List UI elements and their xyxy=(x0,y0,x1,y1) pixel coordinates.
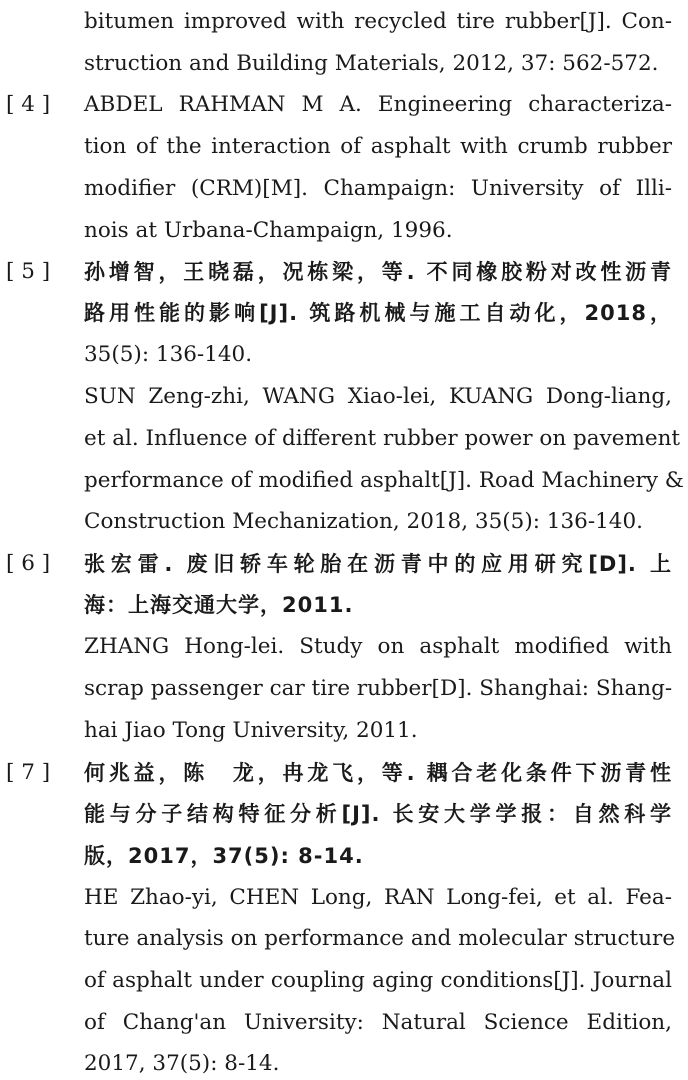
reference-line: of asphalt under coupling aging conditions[J]. Journal xyxy=(84,968,672,993)
reference-line: bitumen improved with recycled tire rubber[J]. Con- xyxy=(84,9,672,34)
reference-line: tion of the interaction of asphalt with crumb rubber xyxy=(84,134,672,159)
reference-number: [ 7 ] xyxy=(6,760,51,785)
reference-line: 路用性能的影响[J]. 筑路机械与施工自动化，2018， xyxy=(84,301,672,325)
reference-line: 张宏雷. 废旧轿车轮胎在沥青中的应用研究[D]. 上 xyxy=(84,552,672,576)
reference-line: modifier (CRM)[M]. Champaign: University of Illi- xyxy=(84,176,672,201)
reference-line: performance of modified asphalt[J]. Road Machinery & xyxy=(84,468,684,493)
reference-line: 能与分子结构特征分析[J]. 长安大学学报：自然科学 xyxy=(84,802,672,826)
reference-line: ZHANG Hong-lei. Study on asphalt modified with xyxy=(84,634,672,659)
reference-line: 版，2017，37(5): 8-14. xyxy=(84,844,364,868)
reference-number: [ 4 ] xyxy=(6,92,51,117)
reference-line: hai Jiao Tong University, 2011. xyxy=(84,718,418,743)
reference-number: [ 5 ] xyxy=(6,259,51,284)
reference-line: Construction Mechanization, 2018, 35(5): 136-140. xyxy=(84,509,643,534)
reference-line: 35(5): 136-140. xyxy=(84,342,253,367)
reference-line: scrap passenger car tire rubber[D]. Shanghai: Shang- xyxy=(84,676,673,701)
reference-line: struction and Building Materials, 2012, 37: 562-572. xyxy=(84,51,659,76)
reference-line: nois at Urbana-Champaign, 1996. xyxy=(84,218,453,243)
reference-line: HE Zhao-yi, CHEN Long, RAN Long-fei, et al. Fea- xyxy=(84,885,672,910)
reference-line: 孙增智，王晓磊，况栋梁，等. 不同橡胶粉对改性沥青 xyxy=(84,260,672,284)
reference-line: SUN Zeng-zhi, WANG Xiao-lei, KUANG Dong-liang, xyxy=(84,384,672,409)
reference-line: 海：上海交通大学，2011. xyxy=(84,593,354,617)
reference-line: ture analysis on performance and molecular structure xyxy=(84,926,676,951)
reference-line: et al. Influence of different rubber power on pavement xyxy=(84,426,681,451)
reference-line: of Chang'an University: Natural Science Edition, xyxy=(84,1010,672,1035)
reference-line: ABDEL RAHMAN M A. Engineering characteriza- xyxy=(84,92,672,117)
reference-line: 2017, 37(5): 8-14. xyxy=(84,1051,280,1076)
reference-number: [ 6 ] xyxy=(6,551,51,576)
reference-line: 何兆益，陈 龙，冉龙飞，等. 耦合老化条件下沥青性 xyxy=(84,761,672,785)
